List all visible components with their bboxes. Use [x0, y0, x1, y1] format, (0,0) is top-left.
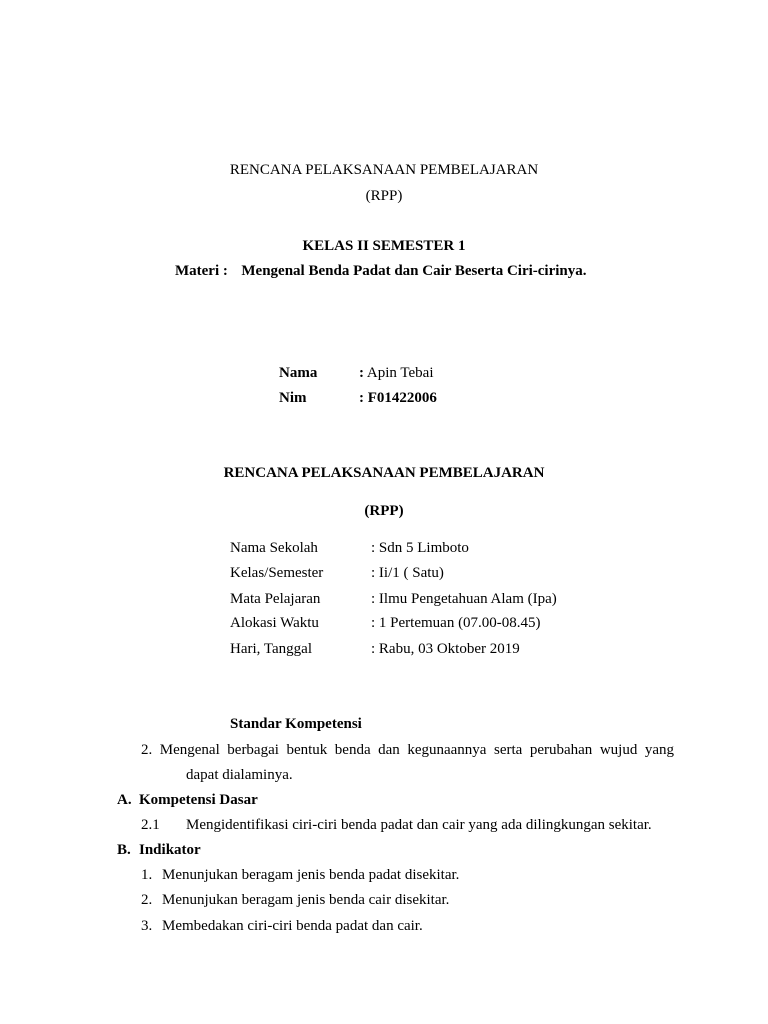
section-a-marker: A.	[117, 792, 132, 808]
student-nim-value: : F01422006	[359, 390, 437, 406]
info-value-subject: : Ilmu Pengetahuan Alam (Ipa)	[371, 591, 557, 607]
student-name-value: : Apin Tebai	[359, 365, 434, 381]
info-label-date: Hari, Tanggal	[230, 641, 312, 657]
materi-value: Mengenal Benda Padat dan Cair Beserta Ciri-cirinya.	[241, 263, 587, 279]
indikator-item-number: 2.	[141, 892, 153, 908]
info-value-time: : 1 Pertemuan (07.00-08.45)	[371, 615, 541, 631]
info-label-subject: Mata Pelajaran	[230, 591, 321, 607]
info-label-time: Alokasi Waktu	[230, 615, 319, 631]
cover-title: RENCANA PELAKSANAAN PEMBELAJARAN	[229, 162, 539, 178]
indikator-item-number: 3.	[141, 918, 153, 934]
indikator-item-number: 1.	[141, 867, 153, 883]
indikator-item-text: Menunjukan beragam jenis benda cair disekitar.	[162, 892, 450, 908]
materi-label: Materi :	[175, 263, 228, 279]
cover-subtitle: (RPP)	[365, 188, 403, 204]
standar-item-line2: dapat dialaminya.	[186, 767, 293, 783]
info-value-class: : Ii/1 ( Satu)	[371, 565, 444, 581]
indikator-heading: Indikator	[139, 842, 201, 858]
kompetensi-heading: Kompetensi Dasar	[139, 792, 258, 808]
rpp-title: RENCANA PELAKSANAAN PEMBELAJARAN	[223, 465, 545, 481]
indikator-item-text: Membedakan ciri-ciri benda padat dan cair.	[162, 918, 423, 934]
rpp-subtitle: (RPP)	[364, 503, 404, 519]
kompetensi-item-text: Mengidentifikasi ciri-ciri benda padat dan cair yang ada dilingkungan sekitar.	[186, 817, 652, 833]
student-nim-label: Nim	[279, 390, 307, 406]
standar-item-line1: 2. Mengenal berbagai bentuk benda dan kegunaannya serta perubahan wujud yang	[141, 742, 674, 758]
info-label-school: Nama Sekolah	[230, 540, 318, 556]
kompetensi-item-number: 2.1	[141, 817, 160, 833]
student-name-label: Nama	[279, 365, 318, 381]
standar-heading: Standar Kompetensi	[230, 716, 362, 732]
info-value-date: : Rabu, 03 Oktober 2019	[371, 641, 520, 657]
class-semester: KELAS II SEMESTER 1	[302, 238, 466, 254]
info-value-school: : Sdn 5 Limboto	[371, 540, 469, 556]
indikator-item-text: Menunjukan beragam jenis benda padat disekitar.	[162, 867, 460, 883]
materi-line	[175, 263, 587, 280]
section-b-marker: B.	[117, 842, 131, 858]
info-label-class: Kelas/Semester	[230, 565, 324, 581]
